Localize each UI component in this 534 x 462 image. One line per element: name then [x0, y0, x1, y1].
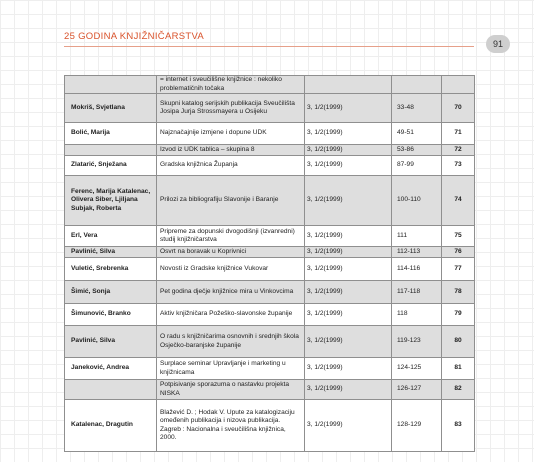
entry-number-cell: 72 — [442, 145, 475, 156]
entry-number-cell: 77 — [442, 258, 475, 281]
author-cell: Vuletić, Srebrenka — [65, 258, 157, 281]
issue-cell: 3, 1/2(1999) — [305, 258, 392, 281]
pages-cell: 119-123 — [392, 326, 442, 358]
issue-cell: 3, 1/2(1999) — [305, 281, 392, 304]
issue-cell: 3, 1/2(1999) — [305, 247, 392, 258]
entry-number-cell: 80 — [442, 326, 475, 358]
pages-cell: 124-125 — [392, 358, 442, 380]
table-row — [65, 226, 475, 247]
title-cell: Potpisivanje sporazuma o nastavku projekta NISKA — [157, 380, 305, 400]
title-cell: Surplace seminar Upravljanje i marketing u knjižnicama — [157, 358, 305, 380]
author-cell: Pavlinić, Silva — [65, 247, 157, 258]
pages-cell: 111 — [392, 226, 442, 247]
entry-number-cell: 83 — [442, 400, 475, 452]
pages-cell: 118 — [392, 304, 442, 326]
pages-cell: 33-48 — [392, 94, 442, 123]
header-divider — [64, 46, 474, 47]
entry-number-cell: 73 — [442, 156, 475, 176]
bibliography-table — [64, 75, 475, 452]
pages-cell: 117-118 — [392, 281, 442, 304]
title-cell: Izvod iz UDK tablica – skupina 8 — [157, 145, 305, 156]
entry-number-cell: 79 — [442, 304, 475, 326]
entry-number-cell: 70 — [442, 94, 475, 123]
table-row — [65, 156, 475, 176]
entry-number-cell: 74 — [442, 176, 475, 226]
issue-cell: 3, 1/2(1999) — [305, 123, 392, 145]
title-cell: Blažević D. ; Hodak V. Upute za katalogizaciju omeđenih publikacija i nizova publikacija. Zagreb : Nacionalna i sveučilišna knjižnica, 2000. — [157, 400, 305, 452]
pages-cell: 87-99 — [392, 156, 442, 176]
entry-number-cell: 78 — [442, 281, 475, 304]
entry-number-cell: 76 — [442, 247, 475, 258]
issue-cell: 3, 1/2(1999) — [305, 304, 392, 326]
issue-cell: 3, 1/2(1999) — [305, 94, 392, 123]
table-row — [65, 247, 475, 258]
pages-cell: 112-113 — [392, 247, 442, 258]
issue-cell: 3, 1/2(1999) — [305, 176, 392, 226]
table-row — [65, 326, 475, 358]
author-cell: Šimić, Sonja — [65, 281, 157, 304]
table-row — [65, 258, 475, 281]
pages-cell — [392, 76, 442, 94]
pages-cell: 126-127 — [392, 380, 442, 400]
entry-number-cell: 81 — [442, 358, 475, 380]
entry-number-cell: 75 — [442, 226, 475, 247]
author-cell: Janeković, Andrea — [65, 358, 157, 380]
issue-cell: 3, 1/2(1999) — [305, 358, 392, 380]
table-row — [65, 380, 475, 400]
author-cell — [65, 145, 157, 156]
issue-cell: 3, 1/2(1999) — [305, 400, 392, 452]
issue-cell: 3, 1/2(1999) — [305, 145, 392, 156]
pages-cell: 128-129 — [392, 400, 442, 452]
title-cell: Pripreme za dopunski dvogodišnji (izvanredni) studij knjižničarstva — [157, 226, 305, 247]
pages-cell: 49-51 — [392, 123, 442, 145]
title-cell: Najznačajnije izmjene i dopune UDK — [157, 123, 305, 145]
table-row — [65, 400, 475, 452]
title-cell: Aktiv knjižničara Požeško-slavonske županije — [157, 304, 305, 326]
page-number-badge: 91 — [486, 35, 510, 53]
pages-cell: 53-86 — [392, 145, 442, 156]
author-cell: Zlatarić, Snježana — [65, 156, 157, 176]
title-cell: Osvrt na boravak u Koprivnici — [157, 247, 305, 258]
issue-cell — [305, 76, 392, 94]
pages-cell: 114-116 — [392, 258, 442, 281]
entry-number-cell — [442, 76, 475, 94]
entry-number-cell: 71 — [442, 123, 475, 145]
table-row — [65, 304, 475, 326]
author-cell: Pavlinić, Silva — [65, 326, 157, 358]
title-cell: Pet godina dječje knjižnice mira u Vinkovcima — [157, 281, 305, 304]
author-cell: Katalenac, Dragutin — [65, 400, 157, 452]
author-cell: Ferenc, Marija Katalenac, Olivera Siber, Ljiljana Subjak, Roberta — [65, 176, 157, 226]
table-row — [65, 145, 475, 156]
table-row — [65, 358, 475, 380]
author-cell — [65, 380, 157, 400]
issue-cell: 3, 1/2(1999) — [305, 326, 392, 358]
title-cell: O radu s knjižničarima osnovnih i srednjih škola Osječko-baranjske županije — [157, 326, 305, 358]
table-row — [65, 281, 475, 304]
issue-cell: 3, 1/2(1999) — [305, 156, 392, 176]
issue-cell: 3, 1/2(1999) — [305, 226, 392, 247]
entry-number-cell: 82 — [442, 380, 475, 400]
title-cell: = internet i sveučilišne knjižnice : nekoliko problematičnih točaka — [157, 76, 305, 94]
table-row — [65, 123, 475, 145]
pages-cell: 100-110 — [392, 176, 442, 226]
title-cell: Gradska knjižnica Županja — [157, 156, 305, 176]
author-cell: Mokriš, Svjetlana — [65, 94, 157, 123]
running-header-title: 25 GODINA KNJIŽNIČARSTVA — [64, 31, 205, 42]
issue-cell: 3, 1/2(1999) — [305, 380, 392, 400]
author-cell: Erl, Vera — [65, 226, 157, 247]
title-cell: Novosti iz Gradske knjižnice Vukovar — [157, 258, 305, 281]
table-row — [65, 176, 475, 226]
table-row — [65, 76, 475, 94]
author-cell: Bolić, Marija — [65, 123, 157, 145]
author-cell: Šimunović, Branko — [65, 304, 157, 326]
title-cell: Prilozi za bibliografiju Slavonije i Baranje — [157, 176, 305, 226]
author-cell — [65, 76, 157, 94]
table-row — [65, 94, 475, 123]
title-cell: Skupni katalog serijskih publikacija Sveučilišta Josipa Jurja Strossmayera u Osijeku — [157, 94, 305, 123]
